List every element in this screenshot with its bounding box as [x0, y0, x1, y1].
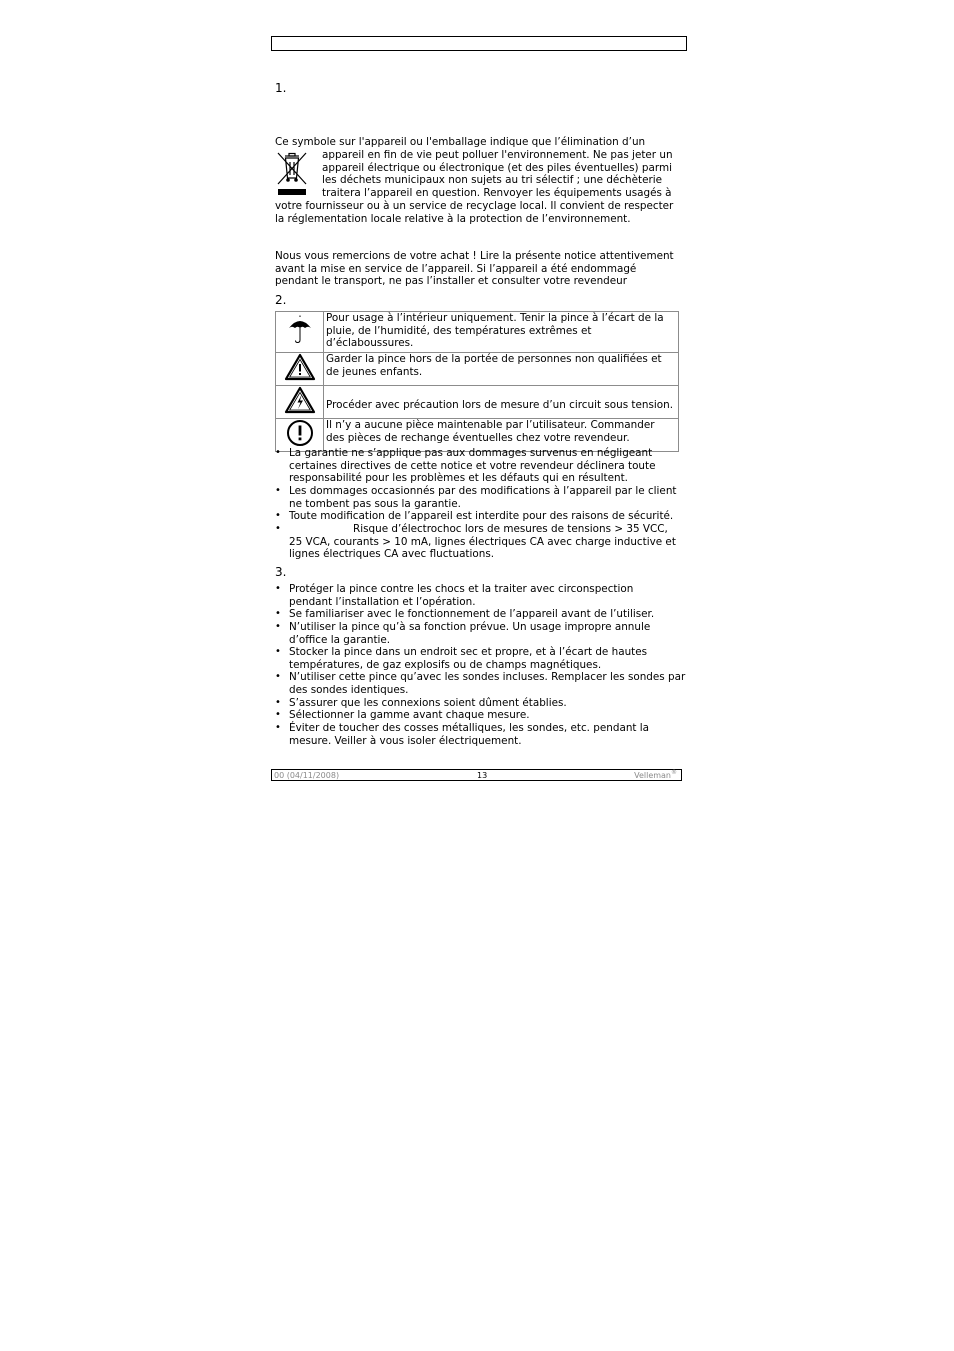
list-item-line: Éviter de toucher des cosses métalliques, les sondes, etc. pendant la	[289, 722, 650, 734]
list-item-line: 25 VCA, courants > 10 mA, lignes électriques CA avec charge inductive et	[289, 535, 676, 548]
list-item-line: Risque d’électrochoc lors de mesures de tensions > 35 VCC,	[353, 523, 668, 535]
footer-registered-mark: ®	[671, 769, 677, 776]
bullet-dot: •	[275, 523, 281, 534]
thanks-line: Nous vous remercions de votre achat ! Lire la présente notice attentivement	[275, 250, 674, 262]
bullet-dot: •	[275, 646, 281, 657]
high-voltage-icon	[284, 399, 316, 418]
text-cell	[324, 386, 679, 419]
row-text-line: de jeunes enfants.	[326, 365, 423, 378]
list-item-line: Toute modification de l’appareil est interdite pour des raisons de sécurité.	[289, 510, 674, 522]
list-item-line: d’office la garantie.	[289, 633, 391, 646]
row-text-line: Procéder avec précaution lors de mesure d’un circuit sous tension.	[326, 398, 674, 411]
section-number-3: 3.	[275, 565, 287, 579]
footer-brand: Velleman	[634, 771, 671, 780]
icon-cell	[276, 353, 324, 386]
table-row	[276, 386, 679, 419]
footer-revision: 00 (04/11/2008)	[274, 771, 340, 780]
weee-bin-icon	[276, 151, 308, 197]
row-text-line: Garder la pince hors de la portée de personnes non qualifiées et	[326, 353, 662, 365]
list-item	[289, 583, 633, 608]
list-item	[289, 447, 655, 485]
list-item	[289, 709, 530, 722]
weee-text-line: Ce symbole sur l'appareil ou l'emballage indique que l’élimination d’un	[275, 136, 646, 148]
list-item-line: Protéger la pince contre les chocs et la traiter avec circonspection	[289, 583, 634, 595]
bullet-dot: •	[275, 583, 281, 594]
header-box	[271, 36, 687, 51]
safety-table	[275, 311, 679, 452]
page-footer	[271, 769, 682, 781]
text-cell	[324, 353, 679, 386]
list-item-line: La garantie ne s’applique pas aux dommages survenus en négligeant	[289, 447, 653, 459]
row-text-line: d’éclaboussures.	[326, 337, 414, 350]
thanks-paragraph	[275, 250, 674, 288]
list-item	[289, 621, 650, 646]
thanks-line: avant la mise en service de l’appareil. Si l’appareil a été endommagé	[275, 262, 637, 275]
list-item-line: certaines directives de cette notice et votre revendeur déclinera toute	[289, 459, 656, 472]
list-item-line: Se familiariser avec le fonctionnement de l’appareil avant de l’utiliser.	[289, 608, 655, 620]
list-item-line: pendant l’installation et l’opération.	[289, 595, 476, 608]
list-item-line: ne tombent pas sous la garantie.	[289, 497, 461, 510]
row-text-line	[326, 386, 676, 399]
list-item-line: responsabilité pour les problèmes et les défauts qui en résultent.	[289, 472, 628, 485]
list-item	[289, 697, 567, 710]
bullet-dot: •	[275, 510, 281, 521]
weee-text-line: la réglementation locale relative à la protection de l’environnement.	[275, 212, 631, 225]
table-row	[276, 353, 679, 386]
weee-text-line: votre fournisseur ou à un service de recyclage local. Il convient de respecter	[275, 200, 674, 212]
row-text-line: des pièces de rechange éventuelles chez votre revendeur.	[326, 431, 630, 444]
thanks-line: pendant le transport, ne pas l’installer et consulter votre revendeur	[275, 275, 627, 288]
list-item-line: lignes électriques CA avec fluctuations.	[289, 548, 495, 561]
footer-page-number: 13	[477, 771, 488, 780]
bullet-dot: •	[275, 671, 281, 682]
bullet-dot: •	[275, 485, 281, 496]
list-item-line: Stocker la pince dans un endroit sec et propre, et à l’écart de hautes	[289, 646, 648, 658]
section-number-2: 2.	[275, 293, 287, 307]
row-text-line: pluie, de l’humidité, des températures extrêmes et	[326, 324, 592, 337]
bullet-dot: •	[275, 722, 281, 733]
list-item-line: N’utiliser la pince qu’à sa fonction prévue. Un usage impropre annule	[289, 621, 651, 633]
list-item	[289, 671, 685, 696]
weee-text-block	[322, 149, 673, 200]
table-row	[276, 312, 679, 353]
icon-cell	[276, 312, 324, 353]
weee-text-line: appareil en fin de vie peut polluer l'environnement. Ne pas jeter un	[322, 149, 673, 161]
section-number-1: 1.	[275, 81, 287, 95]
list-item-line: Les dommages occasionnés par des modifications à l’appareil par le client	[289, 485, 677, 497]
text-cell	[324, 312, 679, 353]
list-item-line: Sélectionner la gamme avant chaque mesure.	[289, 709, 530, 721]
bullet-dot: •	[275, 608, 281, 619]
bullet-dot: •	[275, 709, 281, 720]
list-item-line: S’assurer que les connexions soient dûment établies.	[289, 697, 567, 709]
weee-text-line: appareil électrique ou électronique (et des piles éventuelles) parmi	[322, 161, 672, 174]
list-item	[289, 608, 654, 621]
list-item	[289, 646, 647, 671]
list-item-line: N’utiliser cette pince qu’avec les sondes incluses. Remplacer les sondes par	[289, 671, 686, 683]
weee-text-tail	[275, 200, 673, 225]
list-item	[289, 722, 649, 747]
weee-text-line: les déchets municipaux non sujets au tri sélectif ; une déchèterie	[322, 174, 663, 187]
list-item-line: températures, de gaz explosifs ou de champs magnétiques.	[289, 658, 602, 671]
weee-text-line: traitera l’appareil en question. Renvoyer les équipements usagés à	[322, 187, 672, 200]
bullet-dot: •	[275, 621, 281, 632]
list-item-line: mesure. Veiller à vous isoler électriquement.	[289, 734, 522, 747]
list-item-line: des sondes identiques.	[289, 683, 409, 696]
umbrella-icon	[287, 330, 313, 349]
list-item	[289, 485, 676, 510]
bullet-dot: •	[275, 447, 281, 458]
bullet-dot: •	[275, 697, 281, 708]
warning-triangle-icon	[284, 366, 316, 385]
icon-cell	[276, 386, 324, 419]
list-item	[289, 536, 676, 561]
row-text-line: Pour usage à l’intérieur uniquement. Tenir la pince à l’écart de la	[326, 312, 664, 324]
row-text-line: Il n’y a aucune pièce maintenable par l’utilisateur. Commander	[326, 419, 655, 431]
list-item	[289, 510, 673, 523]
